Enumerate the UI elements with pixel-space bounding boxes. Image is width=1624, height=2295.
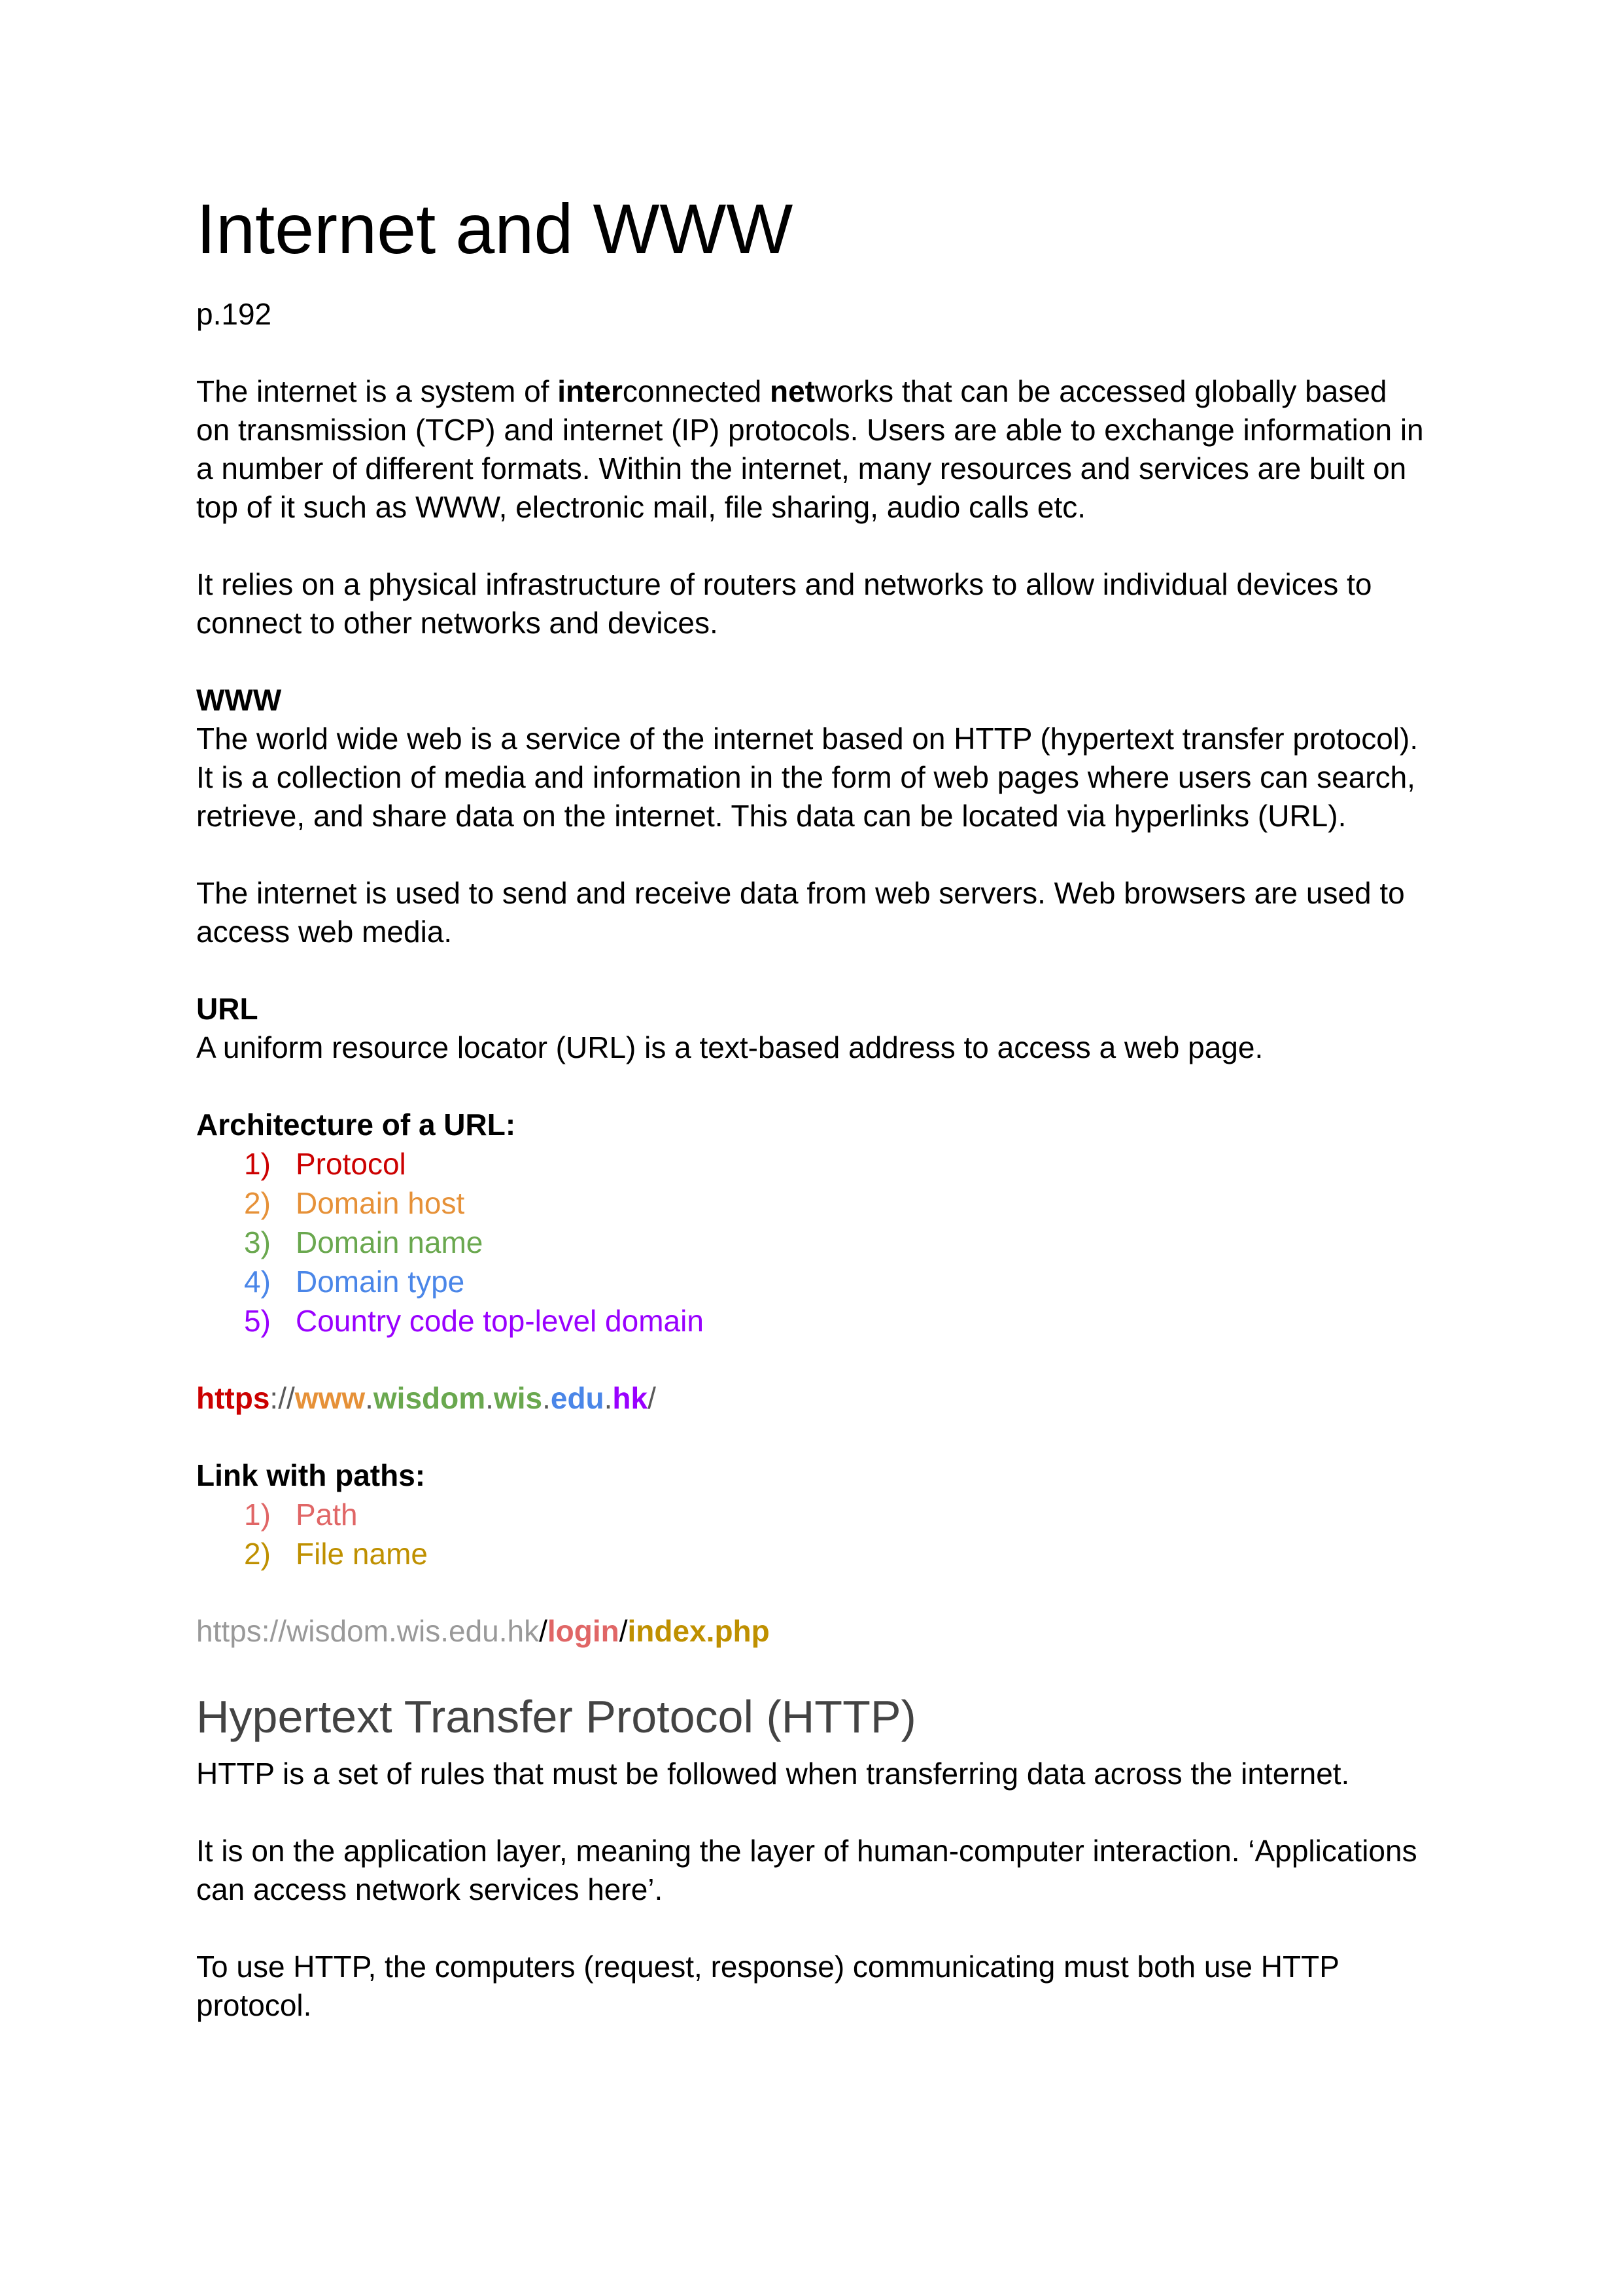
text-run: inter [557,374,623,408]
http-heading: Hypertext Transfer Protocol (HTTP) [196,1691,916,1742]
text-run: login [547,1614,619,1648]
text-run: wis [493,1381,543,1415]
text-run: wisdom [373,1381,486,1415]
list-item-label: Country code top-level domain [296,1304,704,1338]
text-run: index.php [627,1614,770,1648]
list-item-number: 3) [244,1225,271,1259]
text-run: www [294,1381,366,1415]
text-run: . [542,1381,551,1415]
text-run: . [365,1381,373,1415]
text-run: . [485,1381,494,1415]
intro-paragraph [196,372,1428,527]
paths-heading: Link with paths: [196,1458,426,1492]
list-item-label: File name [296,1537,428,1571]
list-item [196,1301,1428,1340]
www-paragraph: The world wide web is a service of the internet based on HTTP (hypertext transfer protocol). It is a collection of media and information in the form of web pages where users can search, retrieve, and share data on the internet. This data can be located via hyperlinks (URL). [196,722,1419,833]
http-paragraph-3: To use HTTP, the computers (request, response) communicating must both use HTTP protocol. [196,1950,1339,2022]
document-title: Internet and WWW [196,189,793,268]
list-item [196,1495,1428,1534]
text-run: The internet is a system of [196,374,558,408]
list-item-label: Protocol [296,1147,406,1181]
infrastructure-paragraph: It relies on a physical infrastructure of routers and networks to allow individual devices to connect to other networks and devices. [196,567,1372,640]
url-paragraph: A uniform resource locator (URL) is a text-based address to access a web page. [196,1030,1264,1064]
architecture-heading: Architecture of a URL: [196,1108,516,1142]
list-item-number: 5) [244,1304,271,1338]
text-run: https://wisdom.wis.edu.hk [196,1614,540,1648]
text-run: net [769,374,815,408]
list-item-number: 4) [244,1265,271,1299]
page-reference: p.192 [196,297,272,331]
list-item-number: 2) [244,1537,271,1571]
text-run: hk [612,1381,648,1415]
list-item-label: Domain type [296,1265,465,1299]
servers-paragraph: The internet is used to send and receive data from web servers. Web browsers are used to access web media. [196,876,1405,949]
text-run: https [196,1381,270,1415]
list-item-label: Domain name [296,1225,483,1259]
text-run: :// [269,1381,295,1415]
list-item-number: 2) [244,1186,271,1220]
text-run: works that can be accessed globally based on transmission (TCP) and internet (IP) protocols. Users are able to exchange information in a number of different formats. Within the internet, many resources and services are built on top of it such as WWW, electronic mail, file sharing, audio calls etc. [196,374,1424,524]
list-item-number: 1) [244,1498,271,1532]
text-run: connected [622,374,770,408]
list-item-label: Domain host [296,1186,465,1220]
http-paragraph-2: It is on the application layer, meaning the layer of human-computer interaction. ‘Applications can access network services here’. [196,1834,1417,1906]
url-paths-example [196,1612,1428,1651]
url-heading: URL [196,992,258,1026]
http-paragraph-1: HTTP is a set of rules that must be followed when transferring data across the internet. [196,1757,1350,1791]
text-run: . [604,1381,613,1415]
list-item [196,1223,1428,1262]
paths-list [196,1495,1428,1573]
text-run: / [539,1614,547,1648]
text-run: edu [550,1381,604,1415]
text-run: / [619,1614,628,1648]
list-item [196,1262,1428,1301]
list-item [196,1183,1428,1223]
url-example [196,1379,1428,1418]
www-heading: WWW [196,683,282,717]
list-item-label: Path [296,1498,358,1532]
list-item-number: 1) [244,1147,271,1181]
architecture-list [196,1144,1428,1340]
list-item [196,1144,1428,1183]
list-item [196,1534,1428,1573]
text-run: / [648,1381,656,1415]
